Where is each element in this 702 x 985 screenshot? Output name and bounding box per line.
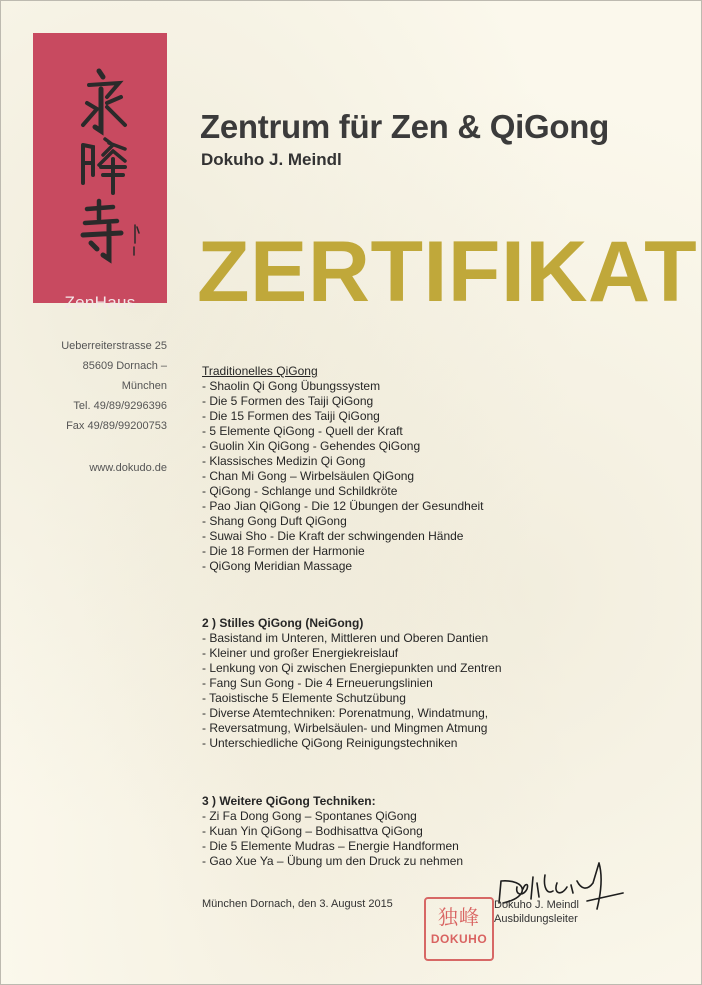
address-block (41, 336, 167, 478)
address-street: Ueberreiterstrasse 25 (61, 340, 167, 352)
calligraphy-mark (33, 33, 167, 283)
zenhaus-logo (33, 33, 167, 312)
list-item: - Guolin Xin QiGong - Gehendes QiGong (202, 439, 421, 453)
owner-name: Dokuho J. Meindl (201, 150, 342, 169)
list-item: - Shaolin Qi Gong Übungssystem (202, 379, 381, 393)
address-fax: Fax 49/89/99200753 (66, 420, 167, 432)
list-item: - Zi Fa Dong Gong – Spontanes QiGong (202, 809, 417, 823)
list-item: - Lenkung von Qi zwischen Energiepunkten und Zentren (202, 661, 502, 675)
stamp-glyphs: 独峰 (438, 907, 480, 929)
list-item: - Pao Jian QiGong - Die 12 Übungen der Gesundheit (202, 499, 484, 513)
list-item: - QiGong Meridian Massage (202, 559, 353, 573)
address-city: 85609 Dornach – München (82, 360, 167, 392)
list-item: - Diverse Atemtechniken: Porenatmung, Windatmung, (202, 706, 489, 720)
list-item: - Reversatmung, Wirbelsäulen- und Mingmen Atmung (202, 721, 488, 735)
list-item: - Die 18 Formen der Harmonie (202, 544, 365, 558)
signer-role: Ausbildungsleiter (494, 913, 578, 925)
list-item: - Chan Mi Gong – Wirbelsäulen QiGong (202, 469, 415, 483)
course-list (202, 631, 502, 751)
section-heading: 2 ) Stilles QiGong (NeiGong) (202, 616, 364, 630)
section-heading: Traditionelles QiGong (202, 364, 318, 378)
list-item: - Gao Xue Ya – Übung um den Druck zu nehmen (202, 854, 464, 868)
list-item: - Klassisches Medizin Qi Gong (202, 454, 366, 468)
logo-brand-text: ZenHaus (64, 293, 136, 312)
list-item: - Die 15 Formen des Taiji QiGong (202, 409, 380, 423)
signer-name: Dokuho J. Meindl (494, 899, 579, 911)
list-item: - Taoistische 5 Elemente Schutzübung (202, 691, 406, 705)
list-item: - Kleiner und großer Energiekreislauf (202, 646, 399, 660)
list-item: - Die 5 Elemente Mudras – Energie Handformen (202, 839, 459, 853)
section-traditional-qigong (202, 364, 484, 574)
website-link[interactable]: www.dokudo.de (89, 462, 167, 474)
place-and-date: München Dornach, den 3. August 2015 (202, 898, 393, 910)
course-list (202, 379, 484, 574)
dokuho-seal-stamp (424, 897, 494, 961)
list-item: - Die 5 Formen des Taiji QiGong (202, 394, 374, 408)
section-weitere-techniken (202, 794, 463, 869)
certificate-title: ZERTIFIKAT (197, 224, 698, 320)
center-name: Zentrum für Zen & QiGong (200, 108, 609, 145)
list-item: - Unterschiedliche QiGong Reinigungstechniken (202, 736, 458, 750)
list-item: - 5 Elemente QiGong - Quell der Kraft (202, 424, 403, 438)
address-tel: Tel. 49/89/9296396 (73, 400, 167, 412)
section-heading: 3 ) Weitere QiGong Techniken: (202, 794, 376, 808)
course-list (202, 809, 463, 869)
stamp-word: DOKUHO (430, 932, 488, 946)
list-item: - Shang Gong Duft QiGong (202, 514, 347, 528)
list-item: - QiGong - Schlange und Schildkröte (202, 484, 398, 498)
list-item: - Kuan Yin QiGong – Bodhisattva QiGong (202, 824, 423, 838)
signature-block (494, 898, 579, 926)
list-item: - Suwai Sho - Die Kraft der schwingenden Hände (202, 529, 464, 543)
section-stilles-qigong (202, 616, 502, 751)
list-item: - Fang Sun Gong - Die 4 Erneuerungslinien (202, 676, 433, 690)
list-item: - Basistand im Unteren, Mittleren und Oberen Dantien (202, 631, 489, 645)
